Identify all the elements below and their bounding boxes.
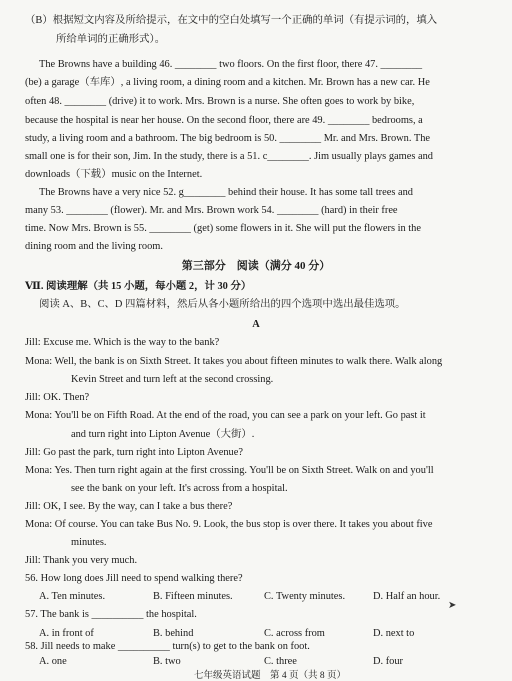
passage-line: (be) a garage（车库）, a living room, a dining room and a kitchen. Mr. Brown has a new car. He	[25, 77, 430, 88]
question-option[interactable]: D. next to	[373, 628, 415, 639]
question-stem: 57. The bank is __________ the hospital.	[25, 609, 197, 620]
dialogue-line: and turn right into Lipton Avenue（大街）.	[71, 429, 255, 440]
dialogue-line: Mona: Yes. Then turn right again at the first crossing. You'll be on Sixth Street. Walk on and you'll	[25, 465, 434, 476]
reading-instruction: 阅读 A、B、C、D 四篇材料，然后从各小题所给出的四个选项中选出最佳选项。	[39, 299, 406, 310]
passage-line: many 53. ________ (flower). Mr. and Mrs. Brown work 54. ________ (hard) in their free	[25, 205, 398, 216]
question-option[interactable]: B. behind	[153, 628, 194, 639]
question-option[interactable]: B. Fifteen minutes.	[153, 591, 233, 602]
question-option[interactable]: C. across from	[264, 628, 325, 639]
question-option[interactable]: C. Twenty minutes.	[264, 591, 346, 602]
dialogue-line: Jill: Thank you very much.	[25, 555, 138, 566]
question-option[interactable]: A. one	[39, 656, 67, 667]
section-b-title: （B）根据短文内容及所给提示，在文中的空白处填写一个正确的单词（有提示词的，填入	[25, 15, 438, 26]
dialogue-line: Mona: Well, the bank is on Sixth Street. It takes you about fifteen minutes to walk there. Walk along	[25, 356, 443, 367]
question-option[interactable]: C. three	[264, 656, 297, 667]
passage-line: small one is for their son, Jim. In the study, there is a 51. c________. Jim usually plays games and	[25, 151, 433, 162]
question-option[interactable]: D. Half an hour.	[373, 591, 441, 602]
dialogue-line: minutes.	[71, 537, 107, 548]
reading-subheading: Ⅶ. 阅读理解（共 15 小题，每小题 2，计 30 分）	[25, 281, 252, 292]
question-option[interactable]: B. two	[153, 656, 181, 667]
section-b-title-cont: 所给单词的正确形式）。	[56, 34, 166, 45]
question-stem: 56. How long does Jill need to spend walking there?	[25, 573, 243, 584]
dialogue-line: Jill: OK, I see. By the way, can I take a bus there?	[25, 501, 233, 512]
dialogue-line: Jill: Excuse me. Which is the way to the bank?	[25, 337, 220, 348]
passage-line: because the hospital is near her house. On the second floor, there are 49. ________ bedrooms, a	[25, 115, 423, 126]
question-option[interactable]: A. in front of	[39, 628, 94, 639]
dialogue-line: see the bank on your left. It's across from a hospital.	[71, 483, 288, 494]
passage-line: often 48. ________ (drive) it to work. Mrs. Brown is a nurse. She often goes to work by bike,	[25, 96, 415, 107]
question-option[interactable]: A. Ten minutes.	[39, 591, 106, 602]
passage-line: The Browns have a building 46. ________ two floors. On the first floor, there 47. ________	[39, 59, 423, 70]
passage-line: dining room and the living room.	[25, 241, 163, 252]
dialogue-line: Mona: Of course. You can take Bus No. 9. Look, the bus stop is over there. It takes you about five	[25, 519, 433, 530]
question-stem: 58. Jill needs to make __________ turn(s) to get to the bank on foot.	[25, 641, 310, 652]
dialogue-line: Jill: Go past the park, turn right into Lipton Avenue?	[25, 447, 243, 458]
passage-line: study, a living room and a bathroom. The big bedroom is 50. ________ Mr. and Mrs. Brown. The	[25, 133, 430, 144]
dialogue-line: Mona: You'll be on Fifth Road. At the end of the road, you can see a park on your left. Go past it	[25, 410, 426, 421]
dialogue-line: Jill: OK. Then?	[25, 392, 90, 403]
dialogue-line: Kevin Street and turn left at the second crossing.	[71, 374, 274, 385]
passage-line: time. Now Mrs. Brown is 55. ________ (get) some flowers in it. She will put the flowers in the	[25, 223, 421, 234]
passage-line: downloads（下载）music on the Internet.	[25, 169, 203, 180]
cursor-pointer-icon: ➤	[448, 600, 457, 611]
page-footer: 七年级英语试题 第 4 页（共 8 页）	[193, 671, 346, 681]
passage-line: The Browns have a very nice 52. g________ behind their house. It has some tall trees and	[39, 187, 413, 198]
question-option[interactable]: D. four	[373, 656, 404, 667]
section-label-a: A	[252, 319, 260, 330]
part3-heading: 第三部分 阅读（满分 40 分）	[181, 260, 331, 272]
